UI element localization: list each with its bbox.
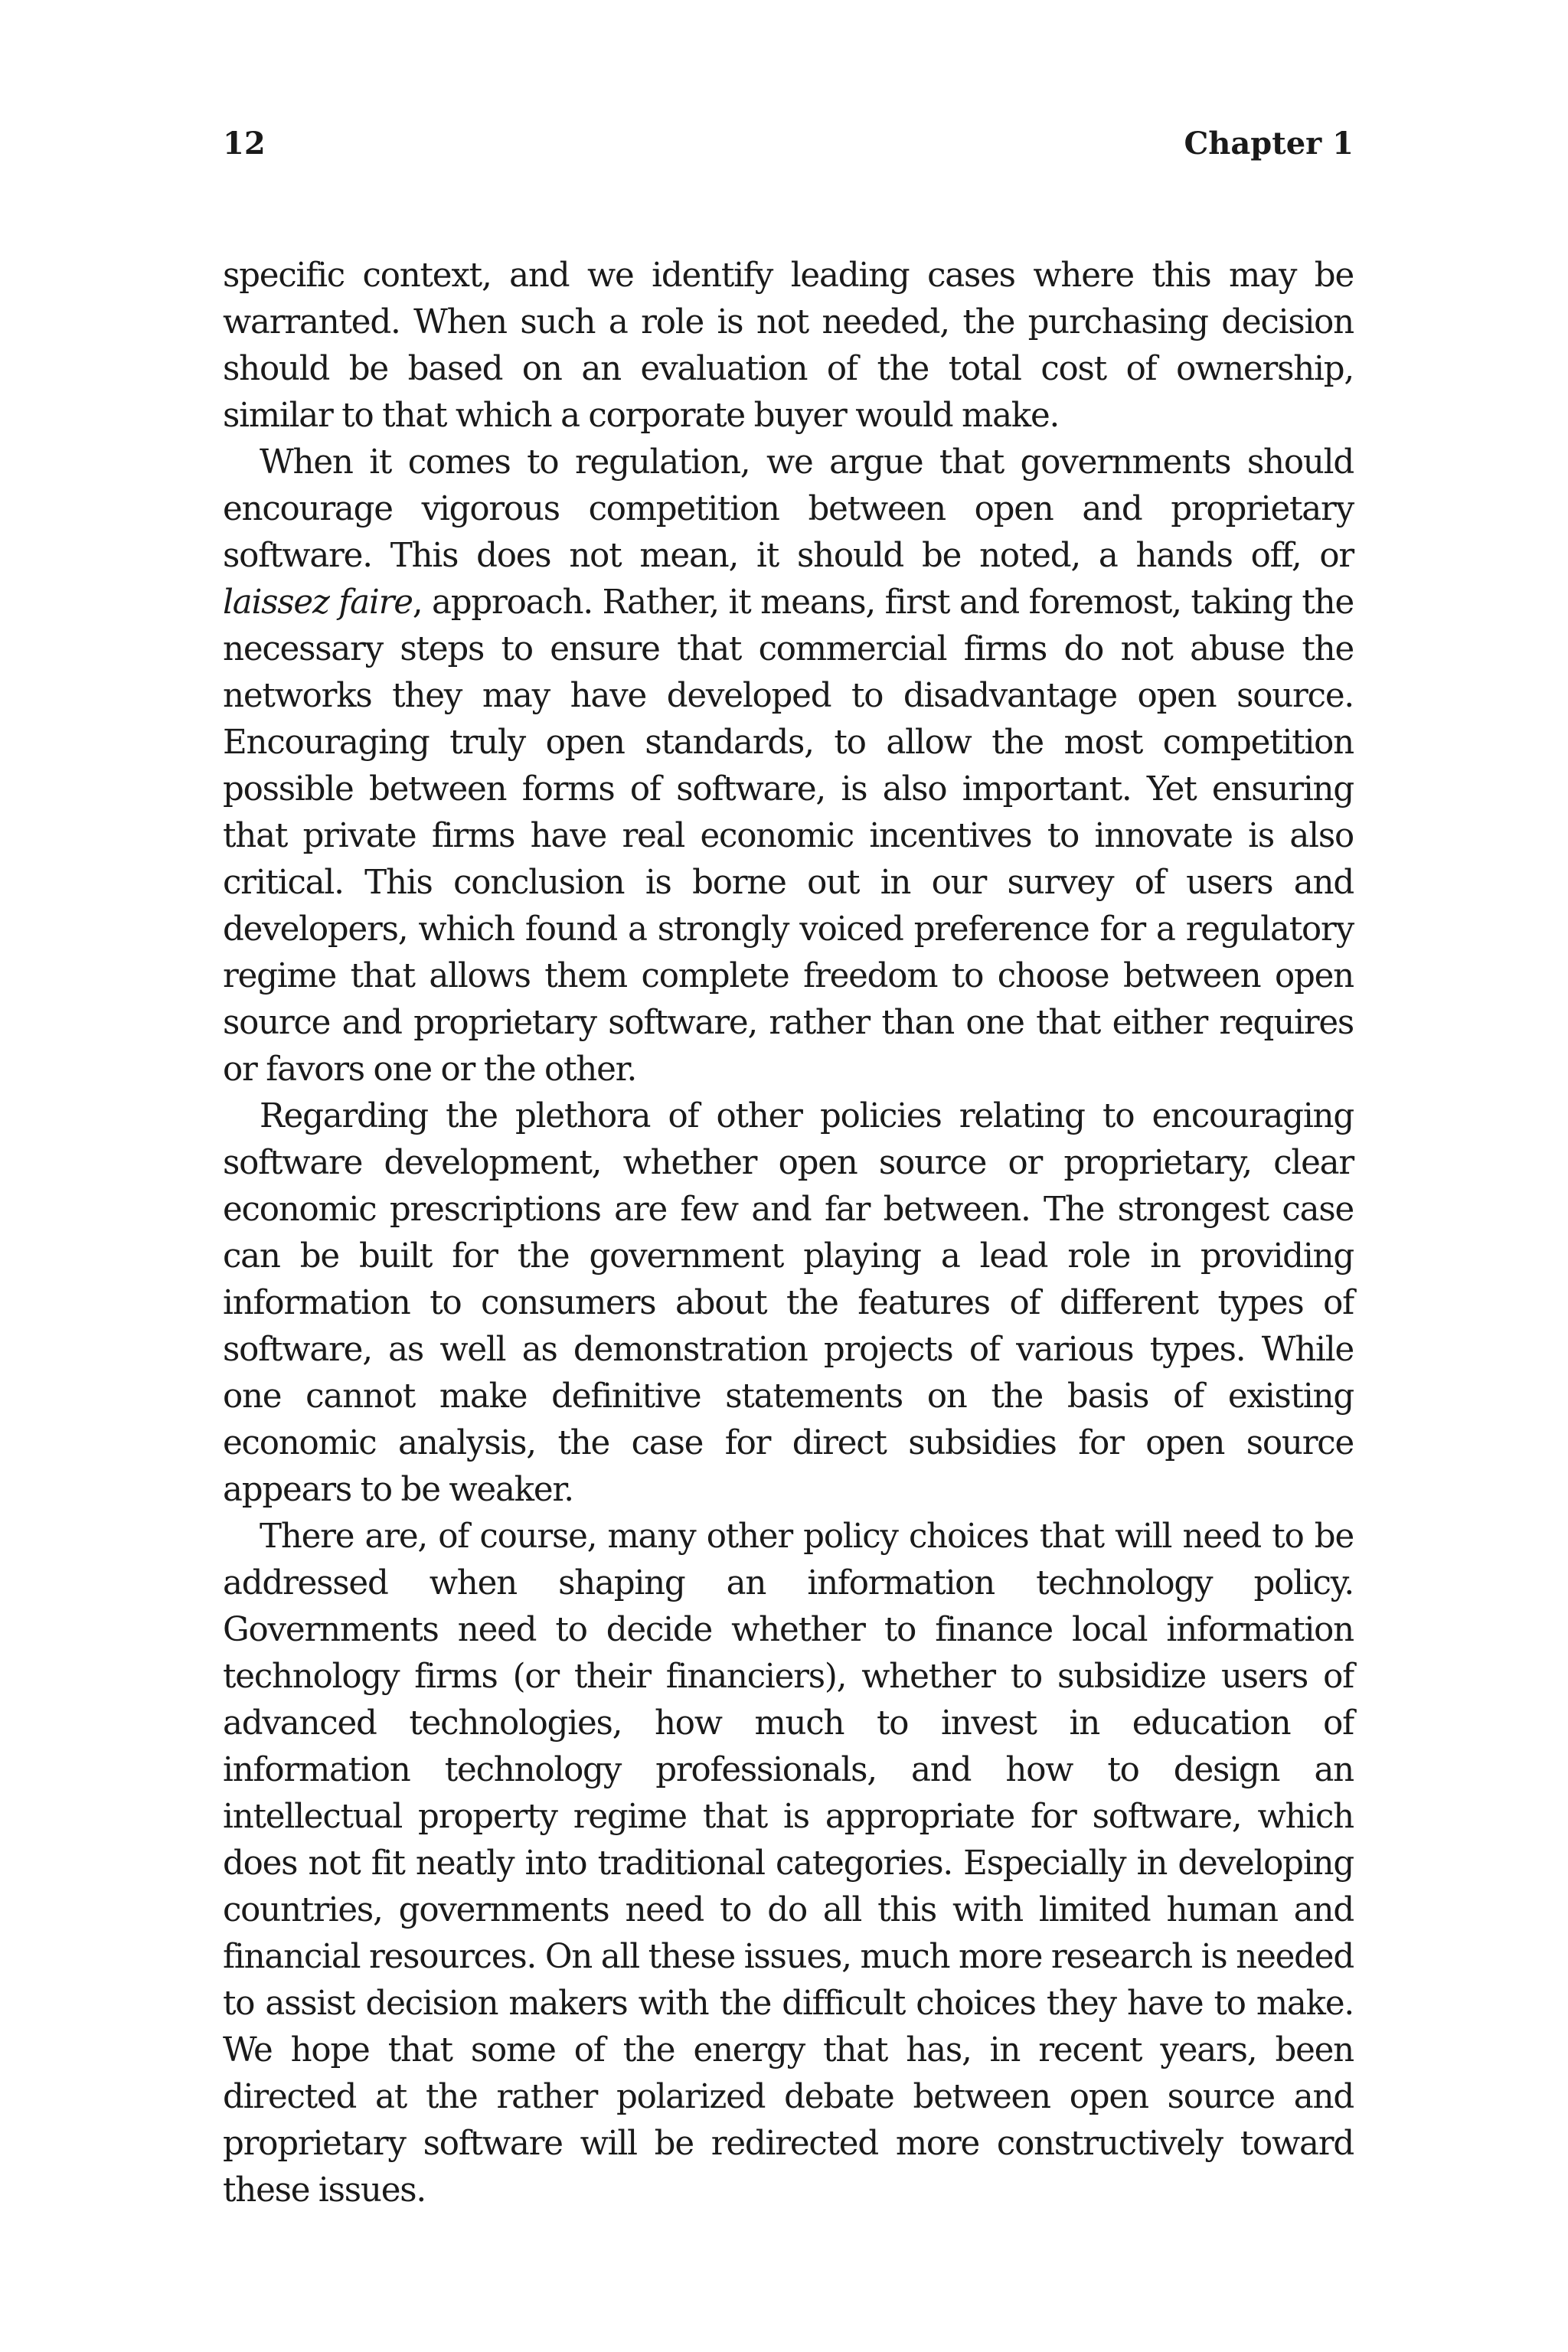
text-run: There are, of course, many other policy choices that will need to be addressed when shaping an information technology policy. Governments need to decide whether to finance local information technology firms (or their financiers), whether to subsidize users of advanced technologies, how much to invest in education of information technology professionals, and how to design an intellectual property regime that is appropriate for software, which does not fit neatly into traditional categories. Especially in developing countries, governments need to do all this with limited human and financial resources. On all these issues, much more research is needed to assist decision makers with the difficult choices they have to make. We hope that some of the energy that has, in recent years, been directed at the rather polarized debate between open source and proprietary software will be redirected more constructively toward these issues. bbox=[223, 1517, 1354, 2210]
paragraph bbox=[223, 1514, 1354, 2214]
paragraph bbox=[223, 439, 1354, 1093]
body-text bbox=[223, 253, 1354, 2214]
text-run: When it comes to regulation, we argue that governments should encourage vigorous competition between open and proprietary software. This does not mean, it should be noted, a hands off, or bbox=[223, 443, 1354, 575]
italic-text-run: laissez faire bbox=[223, 583, 413, 622]
text-run: Regarding the plethora of other policies relating to encouraging software development, whether open source or proprietary, clear economic prescriptions are few and far between. The strongest case can be built for the government playing a lead role in providing information to consumers about the features of different types of software, as well as demonstration projects of various types. While one cannot make definitive statements on the basis of existing economic analysis, the case for direct subsidies for open source appears to be weaker. bbox=[223, 1097, 1354, 1509]
chapter-label: Chapter 1 bbox=[1184, 126, 1354, 162]
text-run: , approach. Rather, it means, first and foremost, taking the necessary steps to ensure that commercial firms do not abuse the networks they may have developed to disadvantage open source. Encouraging truly open standards, to allow the most competition possible between forms of software, is also important. Yet ensuring that private firms have real economic incentives to innovate is also critical. This conclusion is borne out in our survey of users and developers, which found a strongly voiced preference for a regulatory regime that allows them complete freedom to choose between open source and proprietary software, rather than one that either requires or favors one or the other. bbox=[223, 583, 1354, 1089]
page-number: 12 bbox=[223, 126, 266, 162]
text-run: specific context, and we identify leading cases where this may be warranted. When such a role is not needed, the purchasing decision should be based on an evaluation of the total cost of ownership, similar to that which a corporate buyer would make. bbox=[223, 256, 1354, 435]
paragraph bbox=[223, 253, 1354, 439]
running-header bbox=[223, 126, 1354, 175]
paragraph bbox=[223, 1093, 1354, 1514]
